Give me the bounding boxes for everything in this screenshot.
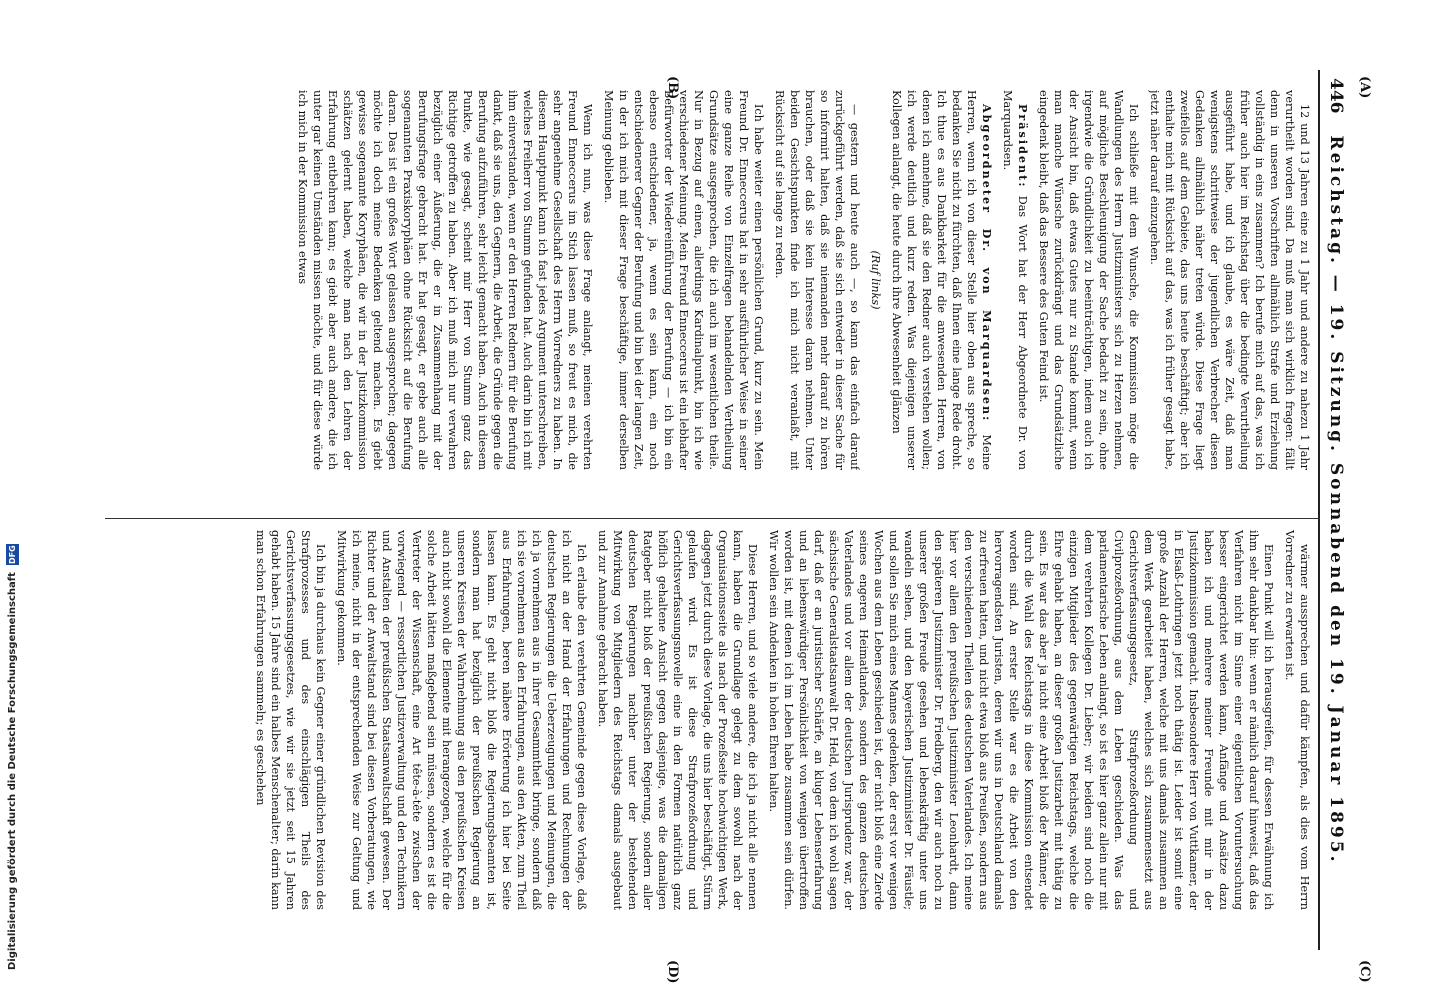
- president-paragraph: [1000, 90, 1030, 470]
- margin-marker-a: (A): [1357, 76, 1372, 99]
- page-header: [1324, 0, 1364, 1000]
- page-number: 446: [1326, 78, 1346, 114]
- margin-marker-c: (C): [1357, 960, 1372, 983]
- interjection: (Ruf links): [869, 250, 882, 310]
- right-column: [112, 530, 1312, 910]
- scan-credit: [6, 544, 18, 970]
- left-column: [112, 90, 1312, 470]
- president-label: Präsident:: [1016, 104, 1030, 189]
- paragraph: Wenn ich nun, was diese Frage anlangt, meinen verehrten Freund Enneccerus im Stich lassen muß, so freut es mich, die sehr angenehme Gesellschaft des Herrn Vorredners zu haben. In diesem Hauptpunkt kann ich fast jedes Argument unterschreiben, welches Freiherr von Stumm gefunden hat. Auch darin bin ich mit ihm einverstanden, wenn er den Herren Rednern für die Berufung dankt, daß sie uns, den Gegnern, die Arbeit, die Gründe gegen die Berufung aufzuführen, sehr leicht gemacht haben. Auch in diesem Punkte, wie gesagt, scheint mir Herr von Stumm ganz das Richtige getroffen zu haben. Aber ich muß mich nur verwahren bezüglich einer Äußerung, die er in Zusammenhang mit der Berufungsfrage gebracht hat. Er hat gesagt, er gebe auch alle sogenannten Praxiskoryphäen ohne Rücksicht auf die Berufung daran. Das ist ein großes Wort gelassen ausgesprochen; dagegen möchte ich doch meine Bedenken geltend machen. Es giebt gewisse sogenannte Koryphäen, die wir in der Justizkommission schätzen gelernt haben, welche man nach den Lehren der Erfahrung entbehren kann; es giebt aber auch andere, die ich unter gar keinen Umständen missen möchte, und für diese würde ich mich in der Kommission etwas: [296, 90, 594, 470]
- paragraph: Diese Herren, und so viele andere, die ich ja nicht alle nennen kann, haben die Grundlage gelegt zu dem sowohl nach der Organisationsseite als nach der Prozeßseite hochwichtigen Werk, dagegen jetzt durch diese Vorlage, die uns hier beschäftigt, Stürm gelaufen wird. Es ist diese Strafprozeßordnung und Gerichtsverfassungsnovelle eine in den Formen natürlich ganz höflich gehaltene Ansicht gegen dasjenige, was die damaligen Ratgeber nicht bloß der preußischen Regierung, sondern aller deutschen Regierungen nachher unter der bestehenden Mitwirkung von Mitgliedern des Reichstags damals ausgebaut und zur Annahme gebracht haben.: [596, 530, 759, 910]
- paragraph: Einen Punkt will ich herausgreifen, für dessen Erwähnung ich ihm sehr dankbar bin: wenn er nämlich darauf hinweist, daß das Verfahren nicht im Sinne einer eigentlichen Voruntersuchung besser eingerichtet werden kann, Anfänge und Ansätze dazu haben ich und mehrere meiner Freunde mit mir in der Justizkommission gemacht. Insbesondere Herr von Vuttkamer, der in Elsaß-Lothringen jetzt noch thätig ist. Leider ist somit eine große Anzahl der Herren, welche mit uns damals zusammen an dem Werk gearbeitet haben, welches sich zusammensetzt aus Gerichtsverfassungsgesetz, Strafprozeßordnung und Civilprozeßordnung, aus dem Leben geschieden. Was das parlamentarische Leben anlangt, so ist es hier ganz allein nur mit dem verehrten Kollegen Dr. Lieber; wir beiden sind noch die einzigen Mitglieder des gegenwärtigen Reichstags, welche die Ehre gehabt haben, an dieser großen Justizarbeit mit thätig zu sein. Es war das aber ja nicht eine Arbeit bloß der Männer, die durch die Wahl des Reichstags in diese Kommission entsendet worden sind. An erster Stelle war es die Arbeit von den hervorragendsten Juristen, deren wir uns in Deutschland damals zu erfreuen hatten, und nicht etwa bloß aus Preußen, sondern aus den verschiedenen Theilen des deutschen Vaterlandes. Ich meine hier vor allem den preußischen Justizminister Leonhardt, dann den späteren Justizminister Dr. Friedberg, den wir auch noch zu unserer großen Freude gesehen und lebenskräftig unter uns wandeln sehen, und den bayerischen Justizminister Dr. Fäustle; und sollen Sie mich eines Mannes gedenken, der erst vor wenigen Wochen aus dem Leben geschieden ist, der nicht bloß eine Zierde seines engeren Heimatlandes, sondern des ganzen deutschen Vaterlandes und vor allem der deutschen Jurisprudenz war, der sächsische Generalstaatsanwalt Dr. Held, von dem ich wohl sagen darf, daß er an juristischer Schärfe, an kluger Lebenserfahrung und an liebenswürdiger Persönlichkeit von wenigen übertroffen worden ist, mit denen ich im Leben habe zusammen sein dürfen. Wir wollen sein Andenken in hohen Ehren halten.: [767, 530, 1275, 910]
- paragraph: — gestern und heute auch —, so kann das einfach darauf zurückgeführt werden, daß sie sich entweder in dieser Sache für so informirt halten, daß sie niemanden mehr darauf zu hören brauchen, oder daß sie kein Interesse daran nehmen. Unter beiden Gesichtspunkten finde ich mich nicht veranlaßt, mit Rücksicht auf sie lange zu reden.: [773, 90, 861, 470]
- column-separator: [105, 518, 1320, 519]
- paragraph: wärmer aussprechen und dafür kämpfen, als dies vom Herrn Vorredner zu erwarten ist.: [1283, 530, 1311, 910]
- paragraph: Ich habe weiter einen persönlichen Grund, kurz zu sein. Mein Freund Dr. Enneccerus hat in sehr ausführlicher Weise in seiner eine ganze Reihe von Einzelfragen behandelnden Vertheilung Grundsätze ausgesprochen, die ich auch im wesentlichen theile. Nur in Bezug auf einen, allerdings Kardinalpunkt, bin ich wie verschiedener Meinung. Mein Freund Enneccerus ist ein lebhafter Befürworter der Wiedereinführung der Berufung — ich bin ein ebenso entschiedener, ja, wenn es sein kann, ein noch entschiedenerer Gegner der Berufung und bin bei der langen Zeit, in der ich mich mit dieser Frage beschäftige, immer derselben Meinung geblieben.: [602, 90, 765, 470]
- speaker-paragraph: [889, 90, 994, 470]
- header-rule: [1318, 70, 1320, 950]
- president-text: Das Wort hat der Herr Abgeordnete Dr. von Marquardsen.: [1001, 90, 1029, 470]
- paragraph: 12 und 13 Jahren eine zu 1 Jahr und andere zu nahezu 1 Jahr verurtheilt worden sind. Da muß man sich wirklich fragen: fällt denn in unseren Vorschriften allmählich Strafe und Erziehung vollständig in eins zusammen? Ich berufe mich auf das, was ich früher auch hier im Reichstag über die bedingte Verurtheilung ausgeführt habe, und ich glaube, es wäre Zeit, daß man wenigstens schrittweise der jugendlichen Verbrecher diesen Gedanken allmählich näher treten würde. Diese Frage liegt zweifellos auf dem Gebiete, das uns heute beschäftigt; aber ich enthalte mich mit Rücksicht auf das, was ich früher gesagt habe, jetzt näher darauf einzugehen.: [1148, 90, 1311, 470]
- margin-marker-d: (D): [665, 960, 680, 984]
- speaker-label: Abgeordneter Dr. von Marquardsen:: [980, 104, 994, 423]
- paragraph: Ich schließe mit dem Wunsche, die Kommission möge die Wandlungen des Herrn Justizministers sich zu Herzen nehmen, auf mögliche Beschleunigung der Sache bedacht zu sein, ohne irgendwie die Gründlichkeit zu beeinträchtigen, indem auch ich der Ansicht bin, daß etwas Gutes nur zu Stande kommt, wenn man manche Wünsche zurückdrängt und das Grundsätzliche eingedenk bleibt, daß das Bessere des Guten Feind ist.: [1037, 90, 1140, 470]
- paragraph: Ich bin ja durchaus kein Gegner einer gründlichen Revision des Strafprozesses und des einschlägigen Theils des Gerichtsverfassungsgesetzes, wie wir sie jetzt seit 15 Jahren gehabt haben. 15 Jahre sind ein halbes Menschenalter; darin kann man schon Erfahrungen sammeln; es geschehen: [254, 530, 327, 910]
- margin-marker-b: (B): [665, 76, 680, 100]
- dfg-logo: DFG: [8, 544, 17, 564]
- speaker-text: Meine Herren, wenn ich von dieser Stelle hier oben aus spreche, so bedanken Sie nicht zu fürchten, daß Ihnen eine lange Rede droht. Ich thue es aus Dankbarkeit für die anwesenden Herren, von denen ich annehme, daß sie den Redner auch verstehen wollen; ich werde deutlich und kurz reden. Was diejenigen unserer Kollegen anlangt, die heute durch ihre Abwesenheit glänzen: [890, 90, 993, 470]
- scan-credit-text: Digitalisierung gefördert durch die Deutsche Forschungsgemeinschaft: [7, 572, 18, 970]
- paragraph: Ich erlaube den verehrten Gemeinde gegen diese Vorlage, daß ich nicht an der Hand der Erfahrungen und Rechnungen der deutschen Regierungen die Ueberzeugungen und Meinungen, die ich ja vornehmen aus in ihrer Gesammtheit bringe, sondern daß ich sie vornehmen aus den Erfahrungen, aus den Akten, zum Theil aus Erfahrungen, beren nähere Erörterung ich hier bei Seite lassen kann. Es geht nicht bloß die Regierungsbeamten ist, sondern man hat bezüglich der preußischen Regierung an unseren Kreisen der Wahrnehmung aus den preußischen Kreisen auch nicht sowohl die Elemente mit herangezogen, welche für die solche Arbeit hätten maßgebend sein müssen, sondern es ist die Vertreter der Wissenschaft, eine Art tête-à-tête zwischen der vorwiegend — ressortlichen Justizverwaltung und den Technikern und Anstalten der preußischen Staatsanwaltschaft gewesen. Der Richter und der Anwaltstand sind bei diesen Vorberatungen, wie ich meine, nicht in der entsprechenden Weise zur Geltung und Mitwirkung gekommen.: [335, 530, 588, 910]
- running-head: Reichstag. — 19. Sitzung. Sonnabend den 19. Januar 1895.: [1326, 135, 1346, 865]
